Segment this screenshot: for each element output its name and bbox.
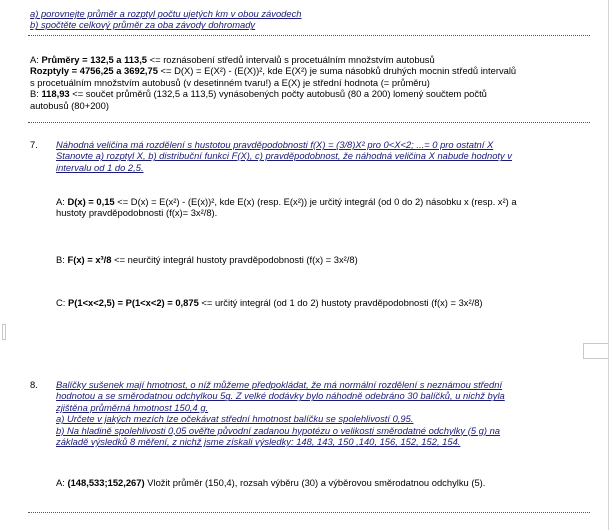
q7-line-3: intervalu od 1 do 2,5. bbox=[56, 161, 144, 173]
q8-number: 8. bbox=[30, 379, 38, 390]
q7-a-label: D(x) = 0,15 bbox=[67, 196, 115, 207]
q7-text bbox=[56, 139, 512, 173]
q8-line-4: a) Určete v jakých mezích lze očekávat střední hmotnost balíčku se spolehlivostí 0,95. bbox=[56, 413, 414, 425]
variance-text: <= D(X) = E(X²) - (E(X))², kde E(X²) je suma násobků druhých mocnin středů intervalů bbox=[157, 65, 517, 77]
left-margin-marker bbox=[2, 324, 6, 340]
means-text: <= roznásobení středů intervalů s procetuálním množstvím autobusů bbox=[147, 54, 435, 65]
q7-c-text: <= určitý integrál (od 1 do 2) hustoty pravděpodobnosti (f(x) = 3x²/8) bbox=[198, 297, 483, 308]
answer-a-prefix: A: bbox=[30, 54, 42, 65]
q7-a-prefix: A: bbox=[56, 196, 68, 207]
variance-label: Rozptyly = 4756,25 a 3692,75 bbox=[30, 65, 158, 77]
means-label: Průměry = 132,5 a 113,5 bbox=[41, 54, 148, 65]
section-divider bbox=[28, 512, 590, 513]
q7-a-text: <= D(x) = E(x²) - (E(x))², kde E(x) (resp. E(x²)) je určitý integrál (od 0 do 2) násobku x (resp. x²) a bbox=[114, 196, 517, 207]
task-a: a) porovnejte průměr a rozptyl počtu ujetých km v obou závodech bbox=[30, 8, 302, 19]
q8-text bbox=[56, 379, 505, 447]
answer-b-prefix: B: bbox=[30, 88, 42, 100]
variance-text-2: s procetuálním množstvím autobusů (v desetinném tvaru!) a E(X) je střední hodnota (= průměru) bbox=[30, 76, 430, 88]
q8-a-prefix: A: bbox=[56, 477, 68, 488]
q8-line-5: b) Na hladině spolehlivosti 0,05 ověřte původní zadanou hypotézu o velikosti směrodatné odchylky (5 g) na bbox=[56, 424, 501, 436]
q8-a-label: (148,533;152,267) bbox=[67, 477, 145, 488]
q7-b-text: <= neurčitý integrál hustoty pravděpodobnosti (f(x) = 3x²/8) bbox=[111, 254, 358, 265]
q8-line-3: zjištěna průměrná hmotnost 150,4 g. bbox=[56, 401, 209, 413]
right-margin-marker bbox=[583, 343, 608, 359]
q7-answer-c bbox=[56, 297, 483, 308]
q7-b-prefix: B: bbox=[56, 254, 68, 265]
answer-b-text-2: autobusů (80+200) bbox=[30, 99, 109, 111]
q7-number: 7. bbox=[30, 139, 38, 150]
q7-line-2: Stanovte a) rozptyl X, b) distribuční funkci F(X), c) pravděpodobnost, že náhodná veličina X nabude hodnoty v bbox=[56, 150, 512, 162]
q7-line-1: Náhodná veličina má rozdělení s hustotou pravděpodobnosti f(X) = (3/8)X² pro 0<X<2; ...= 0 pro ostatní X bbox=[56, 139, 494, 150]
q7-c-prefix: C: bbox=[56, 297, 68, 308]
section-divider bbox=[28, 35, 590, 36]
q7-answer-b bbox=[56, 254, 358, 265]
section-divider bbox=[28, 122, 590, 123]
q8-line-2: hodnotou a se směrodatnou odchylkou 5g. Z velké dodávky bylo náhodně odebráno 30 balíčků, u nichž byla bbox=[56, 390, 505, 402]
q7-c-label: P(1<x<2,5) = P(1<x<2) = 0,875 bbox=[67, 297, 199, 308]
q7-b-label: F(x) = x³/8 bbox=[67, 254, 112, 265]
q8-line-1: Balíčky sušenek mají hmotnost, o níž můžeme předpokládat, že má normální rozdělení s neznámou střední bbox=[56, 379, 503, 390]
task-ab bbox=[30, 8, 302, 31]
answer-block-a bbox=[30, 54, 516, 111]
q8-line-6: základě výsledků 8 měření, z nichž jsme získali výsledky: 148, 143, 150 ,140, 156, 152, 152, 154. bbox=[56, 436, 461, 448]
answer-b-text: <= součet průměrů (132,5 a 113,5) vynásobených počty autobusů (80 a 200) lomený součtem počtů bbox=[69, 88, 487, 100]
q8-a-text: Vložit průměr (150,4), rozsah výběru (30) a výběrovou směrodatnou odchylku (5). bbox=[144, 477, 486, 488]
q7-answer-a bbox=[56, 196, 517, 219]
q8-answer-a bbox=[56, 477, 485, 488]
task-b: b) spočtěte celkový průměr za oba závody dohromady bbox=[30, 19, 256, 31]
answer-b-label: 118,93 bbox=[41, 88, 70, 100]
q7-a-text-2: hustoty pravděpodobnosti (f(x)= 3x²/8). bbox=[56, 207, 218, 219]
